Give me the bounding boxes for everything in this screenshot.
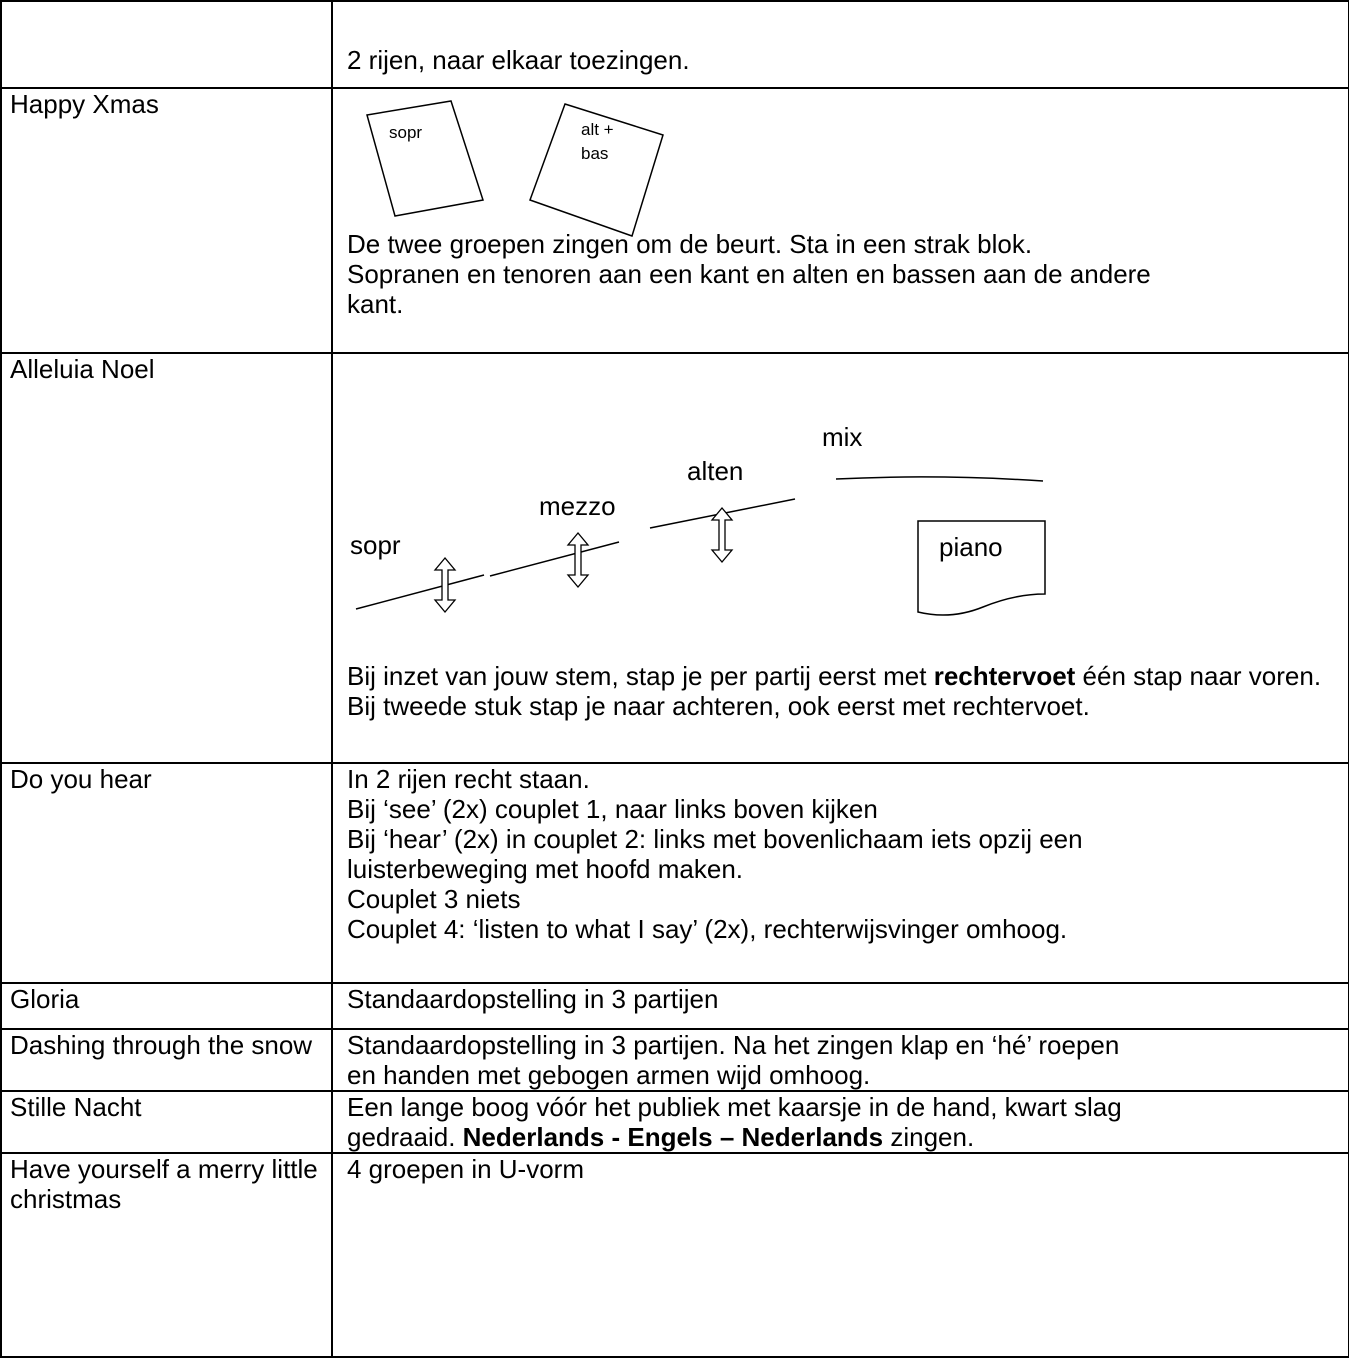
instruction-cell bbox=[332, 1, 1349, 88]
instruction-cell bbox=[332, 88, 1349, 353]
instruction-line: Standaardopstelling in 3 partijen. Na het zingen klap en ‘hé’ roepen bbox=[347, 1030, 1120, 1060]
table-row bbox=[1, 353, 1349, 763]
instruction-line bbox=[347, 1122, 1340, 1152]
alt-bas-box-label-1: alt + bbox=[581, 120, 614, 139]
instruction-cell bbox=[332, 763, 1349, 983]
alt-bas-box-label-2: bas bbox=[581, 144, 609, 163]
updown-arrow-icon bbox=[435, 558, 455, 612]
table-row bbox=[1, 983, 1349, 1029]
song-title-cell bbox=[1, 88, 332, 353]
mix-label: mix bbox=[822, 422, 863, 452]
instruction-line: Couplet 4: ‘listen to what I say’ (2x), rechterwijsvinger omhoog. bbox=[347, 914, 1068, 944]
instruction-line: Standaardopstelling in 3 partijen bbox=[347, 984, 719, 1014]
instruction-line: en handen met gebogen armen wijd omhoog. bbox=[347, 1060, 871, 1090]
sopr-label: sopr bbox=[350, 530, 401, 560]
song-title: Stille Nacht bbox=[10, 1092, 142, 1122]
instruction-line: 2 rijen, naar elkaar toezingen. bbox=[347, 45, 690, 75]
instruction-cell bbox=[332, 1091, 1349, 1153]
sopr-riser-line bbox=[356, 575, 484, 609]
instruction-text: gedraaid. bbox=[347, 1122, 463, 1152]
instruction-line: In 2 rijen recht staan. bbox=[347, 764, 590, 794]
table-row bbox=[1, 1153, 1349, 1357]
table-row bbox=[1, 1091, 1349, 1153]
song-title: Alleluia Noel bbox=[10, 354, 155, 384]
song-title-cell bbox=[1, 1029, 332, 1091]
song-title-cell bbox=[1, 763, 332, 983]
song-title-cell bbox=[1, 1091, 332, 1153]
instruction-cell bbox=[332, 983, 1349, 1029]
updown-arrow-icon bbox=[712, 508, 732, 562]
instruction-text: één stap naar voren. Bij tweede stuk stap je naar achteren, ook eerst met rechtervoet. bbox=[347, 661, 1322, 721]
instruction-line: Bij ‘hear’ (2x) in couplet 2: links met bovenlichaam iets opzij een bbox=[347, 824, 1083, 854]
updown-arrow-icon bbox=[568, 533, 588, 587]
song-title-cell bbox=[1, 983, 332, 1029]
song-title: Dashing through the snow bbox=[10, 1030, 313, 1060]
instruction-line: Sopranen en tenoren aan een kant en alten en bassen aan de andere bbox=[347, 259, 1151, 289]
song-title-cell bbox=[1, 1, 332, 88]
table-row bbox=[1, 1, 1349, 88]
table-row bbox=[1, 88, 1349, 353]
instruction-line: Bij ‘see’ (2x) couplet 1, naar links boven kijken bbox=[347, 794, 878, 824]
alten-label: alten bbox=[687, 456, 744, 486]
instruction-line: luisterbeweging met hoofd maken. bbox=[347, 854, 744, 884]
instruction-line: De twee groepen zingen om de beurt. Sta in een strak blok. bbox=[347, 229, 1033, 259]
instruction-cell bbox=[332, 1153, 1349, 1357]
song-title-cell bbox=[1, 353, 332, 763]
mix-riser-line bbox=[836, 477, 1043, 481]
sopr-box-label: sopr bbox=[389, 123, 423, 142]
instruction-cell bbox=[332, 353, 1349, 763]
song-title: Gloria bbox=[10, 984, 80, 1014]
song-title: Do you hear bbox=[10, 764, 152, 794]
instruction-paragraph bbox=[347, 661, 1342, 721]
instruction-bold-text: rechtervoet bbox=[933, 661, 1076, 691]
instruction-line: Couplet 3 niets bbox=[347, 884, 521, 914]
piano-label: piano bbox=[939, 532, 1003, 562]
table-row bbox=[1, 763, 1349, 983]
mezzo-label: mezzo bbox=[539, 491, 616, 521]
instruction-line: Een lange boog vóór het publiek met kaarsje in de hand, kwart slag bbox=[347, 1092, 1122, 1122]
table-row bbox=[1, 1029, 1349, 1091]
instruction-text: Bij inzet van jouw stem, stap je per partij eerst met bbox=[347, 661, 934, 691]
instruction-line: 4 groepen in U-vorm bbox=[347, 1154, 584, 1184]
instruction-line: kant. bbox=[347, 289, 404, 319]
song-title: Have yourself a merry little christmas bbox=[10, 1154, 318, 1214]
sopr-group-box bbox=[367, 101, 483, 216]
alleluia-noel-sketch bbox=[347, 354, 1347, 654]
instruction-text: zingen. bbox=[883, 1122, 975, 1152]
instruction-bold-text: Nederlands - Engels – Nederlands bbox=[462, 1122, 884, 1152]
mezzo-riser-line bbox=[490, 542, 619, 576]
instruction-cell bbox=[332, 1029, 1349, 1091]
song-title-cell bbox=[1, 1153, 332, 1357]
song-title: Happy Xmas bbox=[10, 89, 159, 119]
